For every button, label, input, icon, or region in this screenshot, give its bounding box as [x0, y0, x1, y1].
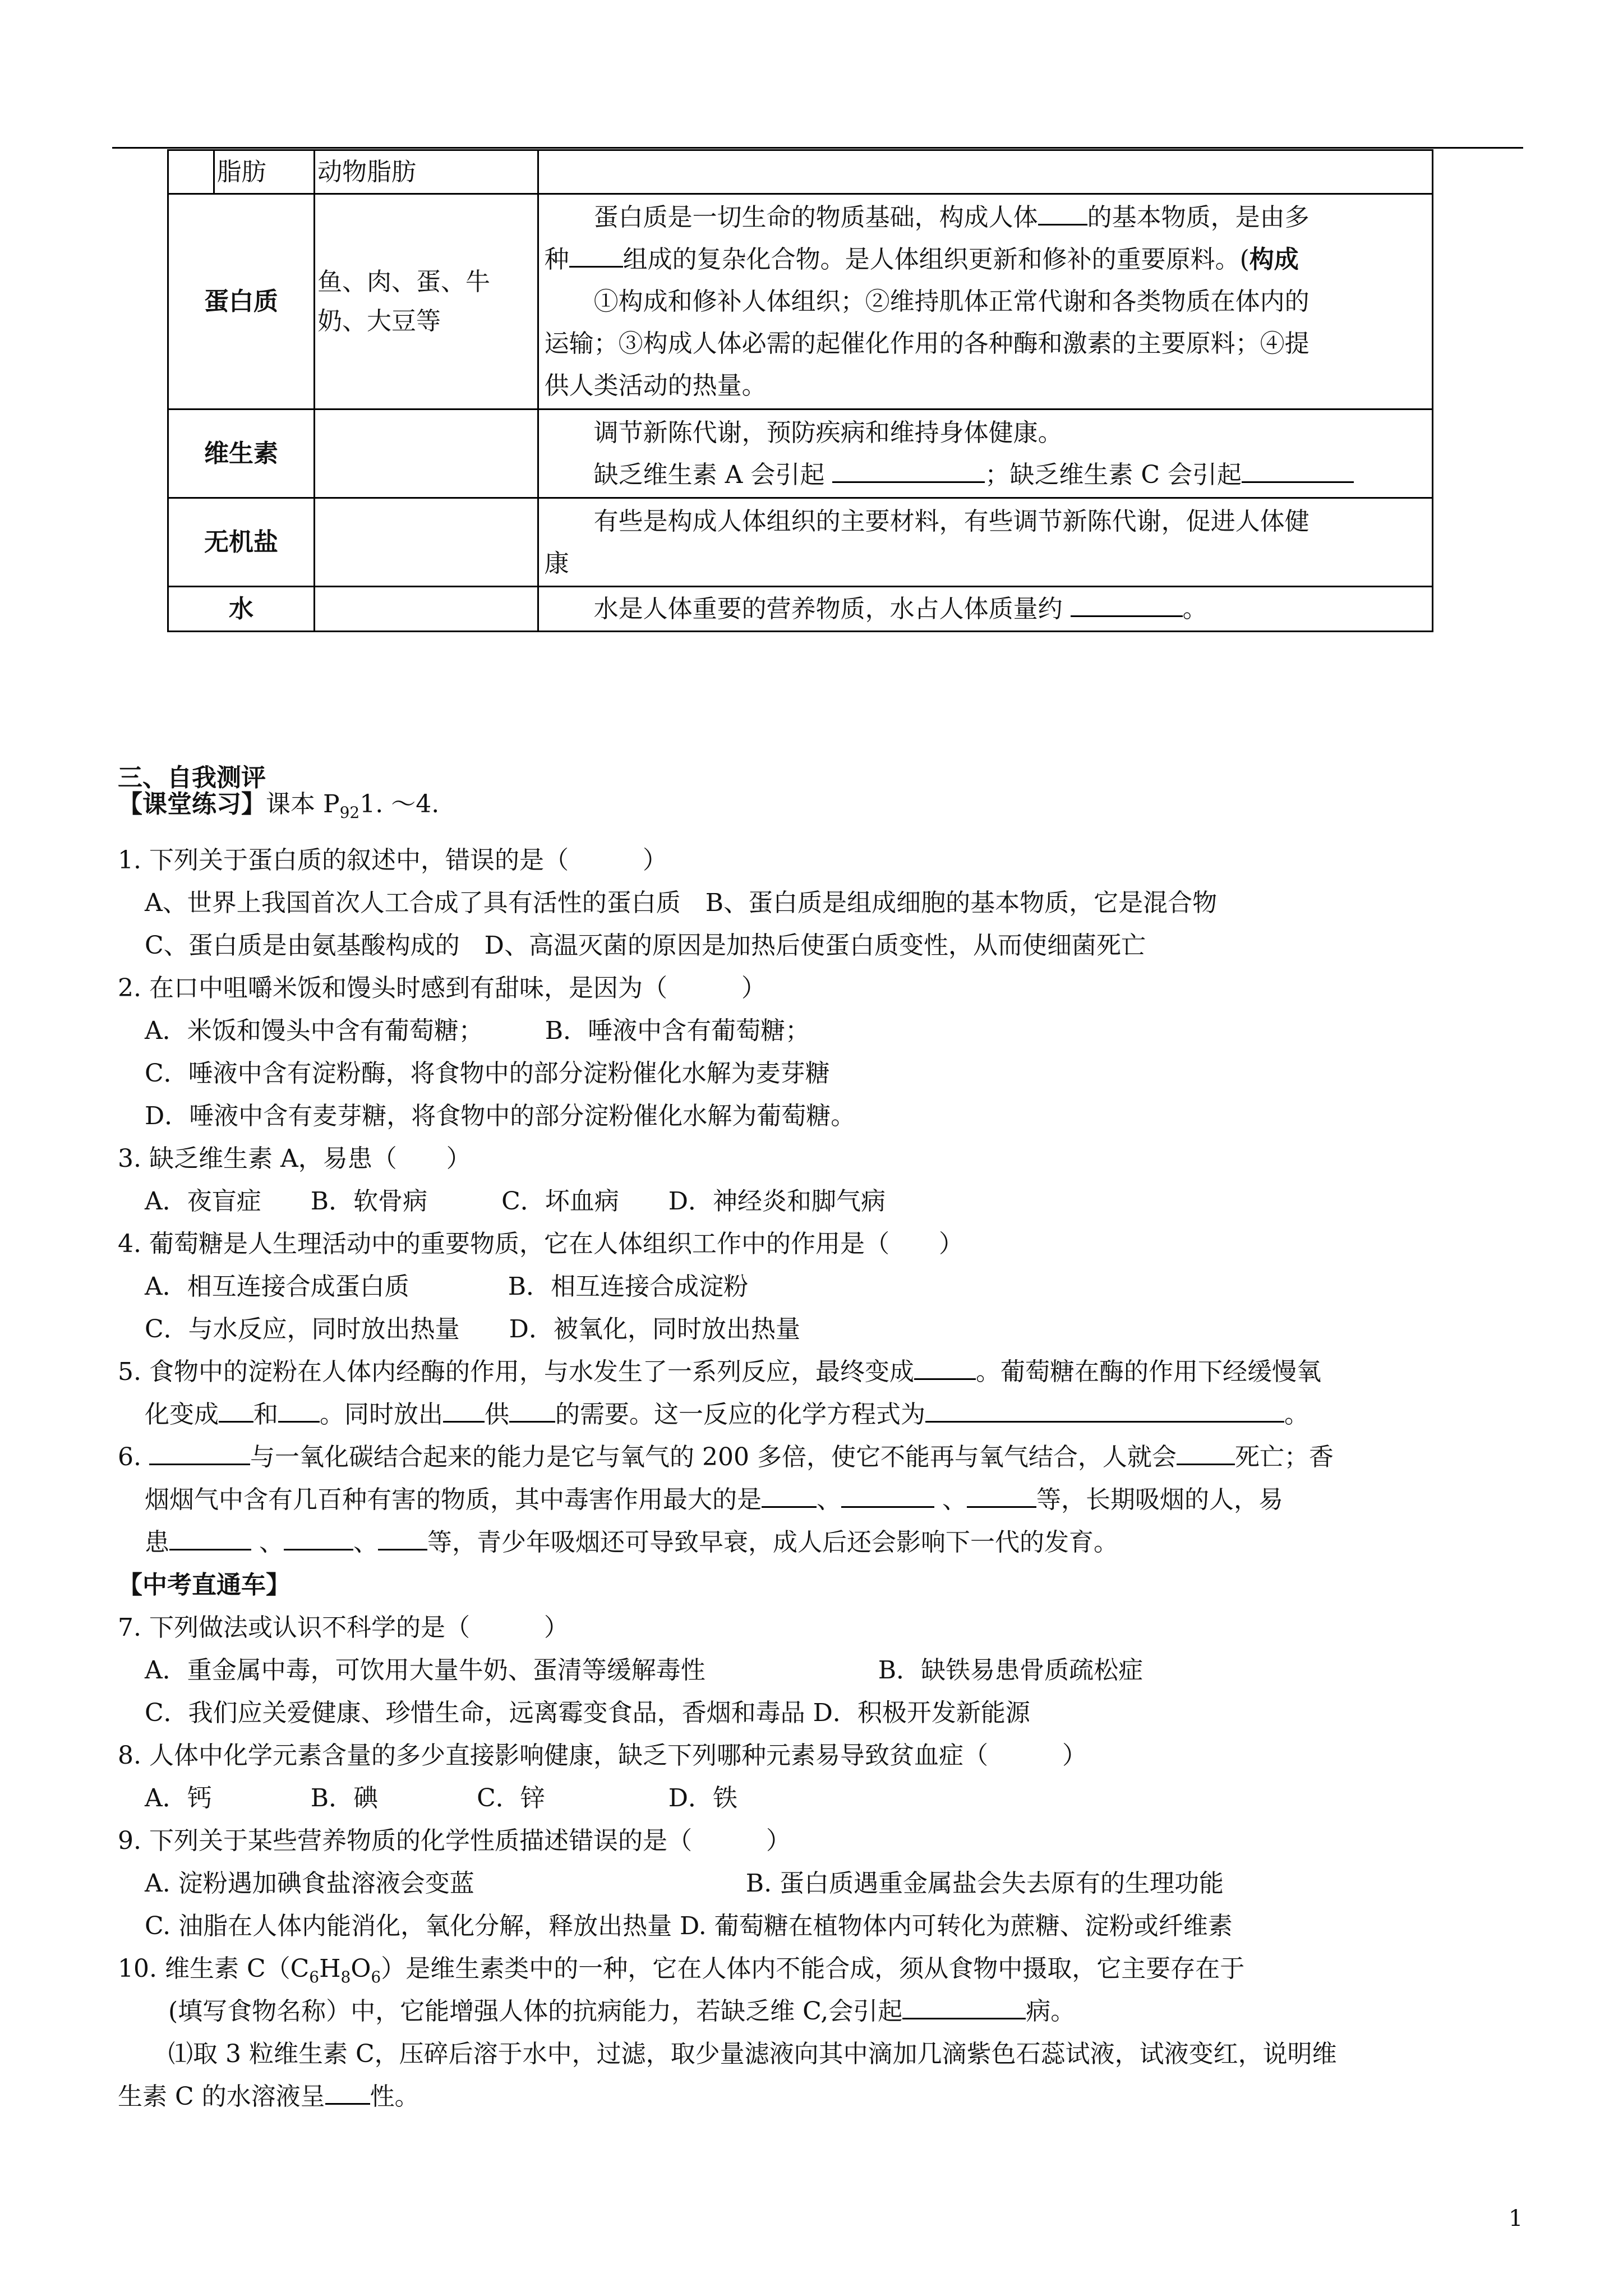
fill-blank[interactable] — [1071, 593, 1183, 617]
header-rule — [112, 147, 1523, 149]
fill-blank[interactable] — [1038, 201, 1087, 226]
fill-blank[interactable] — [569, 243, 623, 268]
fill-blank[interactable] — [914, 1356, 976, 1380]
question-2-option-d: D．唾液中含有麦芽糖，将食物中的部分淀粉催化水解为葡萄糖。 — [145, 1102, 856, 1130]
fill-blank[interactable] — [325, 2081, 370, 2105]
question-2-options-ab: A．米饭和馒头中含有葡萄糖； B．唾液中含有葡萄糖； — [145, 1016, 810, 1045]
fill-blank[interactable] — [762, 1484, 817, 1508]
fat-desc — [538, 150, 1432, 194]
question-2-option-c: C．唾液中含有淀粉酶，将食物中的部分淀粉催化水解为麦芽糖 — [145, 1059, 830, 1088]
question-10-line-4: 生素 C 的水溶液呈 性。 — [118, 2076, 419, 2118]
nutrient-table — [167, 149, 1433, 632]
fill-blank[interactable] — [443, 1398, 485, 1423]
fat-foods: 动物脂肪 — [315, 150, 538, 194]
fill-blank[interactable] — [832, 459, 985, 483]
practice-line: 【课堂练习】课本 $P_{92}1$. ～4. — [118, 790, 440, 822]
fill-blank[interactable] — [509, 1398, 555, 1423]
table-row-fat — [168, 150, 1433, 194]
fill-blank[interactable] — [169, 1526, 251, 1550]
fill-blank[interactable] — [902, 1995, 1026, 2019]
fat-name: 脂肪 — [214, 150, 314, 194]
fill-blank[interactable] — [841, 1484, 934, 1508]
fill-blank[interactable] — [219, 1398, 253, 1423]
question-1-options-ab: A、世界上我国首次人工合成了具有活性的蛋白质 B、蛋白质是组成细胞的基本物质，它是混合物 — [145, 889, 1218, 917]
question-9-options-cd: C. 油脂在人体内能消化，氧化分解，释放出热量 D. 葡萄糖在植物体内可转化为蔗糖、淀粉或纤维素 — [145, 1912, 1233, 1940]
question-8-options: A．钙 B．碘 C．锌 D．铁 — [145, 1784, 738, 1812]
question-9-options-ab: A. 淀粉遇加碘食盐溶液会变蓝 B. 蛋白质遇重金属盐会失去原有的生理功能 — [145, 1869, 1224, 1898]
table-row-vitamin — [168, 409, 1433, 498]
question-10-line-3: ⑴取 3 粒维生素 C，压碎后溶于水中，过滤，取少量滤液向其中滴加几滴紫色石蕊试液，试液变红，说明维 — [168, 2040, 1337, 2068]
water-name: 水 — [168, 587, 315, 632]
protein-name: 蛋白质 — [168, 194, 315, 409]
mineral-name: 无机盐 — [168, 498, 315, 587]
section-title: 三、自我测评 — [118, 763, 266, 792]
question-6-line-3: 患 、 、 等，青少年吸烟还可导致早衰，成人后还会影响下一代的发育。 — [145, 1521, 1118, 1564]
protein-foods: 鱼、肉、蛋、牛奶、大豆等 — [315, 194, 538, 409]
fill-blank[interactable] — [378, 1526, 427, 1550]
question-4-stem: 4. 葡萄糖是人生理活动中的重要物质，它在人体组织工作中的作用是（ ） — [118, 1230, 963, 1258]
fill-blank[interactable] — [1177, 1441, 1235, 1465]
fill-blank[interactable] — [284, 1526, 353, 1550]
table-row-water — [168, 587, 1433, 632]
fill-blank[interactable] — [149, 1441, 250, 1465]
fill-blank[interactable] — [278, 1398, 320, 1423]
page-number: 1 — [1509, 2206, 1523, 2231]
question-4-options-ab: A．相互连接合成蛋白质 B．相互连接合成淀粉 — [145, 1272, 749, 1301]
water-desc: 水是人体重要的营养物质，水占人体质量约 。 — [538, 587, 1432, 632]
question-2-stem: 2. 在口中咀嚼米饭和馒头时感到有甜味，是因为（ ） — [118, 974, 766, 1002]
question-7-stem: 7. 下列做法或认识不科学的是（ ） — [118, 1613, 569, 1642]
question-9-stem: 9. 下列关于某些营养物质的化学性质描述错误的是（ ） — [118, 1826, 791, 1855]
question-10-line-2: (填写食物名称）中，它能增强人体的抗病能力，若缺乏维 C,会引起 病。 — [168, 1990, 1075, 2033]
table-row-protein — [168, 194, 1433, 409]
mineral-desc: 有些是构成人体组织的主要材料，有些调节新陈代谢，促进人体健 康 — [538, 498, 1432, 587]
question-10-line-1: 10. 维生素 $C(C_6H_8O_6)$是维生素类中的一种，它在人体内不能合成，须从食物中摄取，它主要存在于 — [118, 1954, 1245, 1986]
question-1-stem: 1. 下列关于蛋白质的叙述中，错误的是（ ） — [118, 846, 667, 875]
question-7-options-cd: C．我们应关爱健康、珍惜生命，远离霉变食品，香烟和毒品 D．积极开发新能源 — [145, 1699, 1030, 1727]
question-5-line-1: 5. 食物中的淀粉在人体内经酶的作用，与水发生了一系列反应，最终变成 。葡萄糖在酶的作用下经缓慢氧 — [118, 1351, 1321, 1393]
question-4-options-cd: C．与水反应，同时放出热量 D．被氧化，同时放出热量 — [145, 1315, 800, 1343]
table-row-mineral — [168, 498, 1433, 587]
fill-blank[interactable] — [1242, 459, 1354, 483]
vitamin-name: 维生素 — [168, 409, 315, 498]
question-5-line-2: 化变成 和 。同时放出 供 的需要。这一反应的化学方程式为 。 — [145, 1393, 1309, 1436]
protein-desc: 蛋白质是一切生命的物质基础，构成人体 的基本物质，是由多 种 组成的复杂化合物。是人体组织更新和修补的重要原料。(构成 ①构成和修补人体组织；②维持肌体正常代谢和各类物质在体内的 运输；③构成人体必需的起催化作用的各种酶和激素的主要原料；④提 供人类活动的热量。 — [538, 194, 1432, 409]
question-3-stem: 3. 缺乏维生素 A，易患（ ） — [118, 1144, 471, 1173]
question-6-line-2: 烟烟气中含有几百种有害的物质，其中毒害作用最大的是 、 、 等，长期吸烟的人，易 — [145, 1479, 1283, 1521]
question-8-stem: 8. 人体中化学元素含量的多少直接影响健康，缺乏下列哪种元素易导致贫血症（ ） — [118, 1741, 1087, 1770]
question-7-options-ab: A．重金属中毒，可饮用大量牛奶、蛋清等缓解毒性 B．缺铁易患骨质疏松症 — [145, 1656, 1144, 1685]
fill-blank[interactable] — [967, 1484, 1036, 1508]
question-6-line-1: 6. 与一氧化碳结合起来的能力是它与氧气的 200 多倍，使它不能再与氧气结合，人就会 死亡；香 — [118, 1436, 1334, 1479]
fill-blank[interactable] — [925, 1398, 1284, 1423]
question-1-options-cd: C、蛋白质是由氨基酸构成的 D、高温灭菌的原因是加热后使蛋白质变性，从而使细菌死亡 — [145, 931, 1146, 960]
exam-section-tag: 【中考直通车】 — [118, 1571, 291, 1599]
vitamin-desc: 调节新陈代谢，预防疾病和维持身体健康。 缺乏维生素 A 会引起 ；缺乏维生素 C 会引起 — [538, 409, 1432, 498]
question-3-options: A．夜盲症 B．软骨病 C．坏血病 D．神经炎和脚气病 — [145, 1187, 886, 1216]
